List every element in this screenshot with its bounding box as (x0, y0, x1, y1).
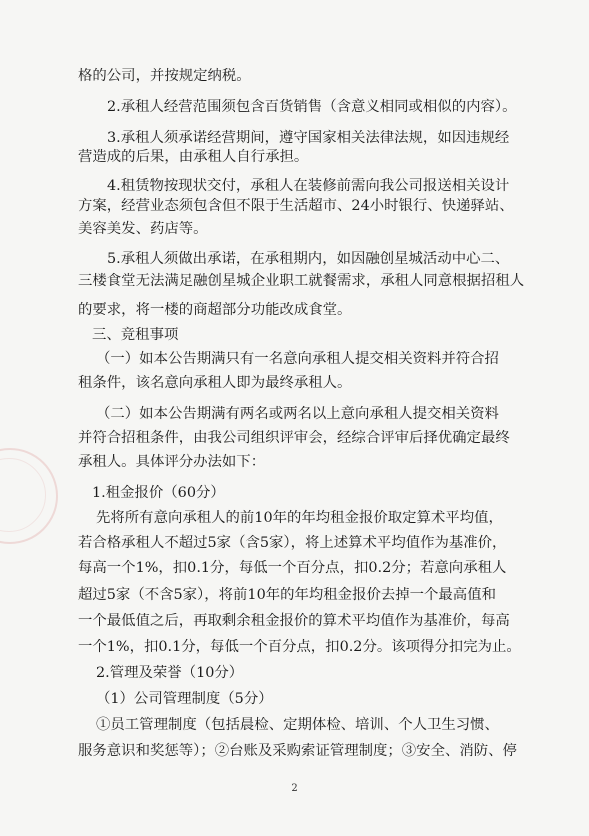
subheading: 2.管理及荣誉（10分） (96, 665, 244, 681)
text-line: 一个1%，扣0.1分，每低一个百分点，扣0.2分。该项得分扣完为止。 (78, 639, 521, 655)
text-line: 营造成的后果，由承租人自行承担。 (78, 149, 309, 165)
text-line: 并符合招租条件，由我公司组织评审会，经综合评审后择优确定最终 (78, 430, 510, 446)
text-line: 2.承租人经营范围须包含百货销售（含意义相同或相似的内容）。 (107, 99, 517, 115)
text-line: 服务意识和奖惩等）；②台账及采购索证管理制度；③安全、消防、停 (78, 743, 517, 759)
text-line: 方案，经营业态须包含但不限于生活超市、24小时银行、快递驿站、 (78, 198, 514, 214)
subheading: （1）公司管理制度（5分） (96, 691, 273, 707)
text-line: （二）如本公告期满有两名或两名以上意向承租人提交相关资料 (96, 406, 499, 422)
text-line: 一个最低值之后，再取剩余租金报价的算术平均值作为基准价，每高 (78, 613, 510, 629)
text-line: 三楼食堂无法满足融创星城企业职工就餐需求，承租人同意根据招租人 (78, 273, 525, 289)
text-line: 超过5家（不含5家），将前10年的年均租金报价去掉一个最高值和 (78, 587, 496, 603)
faint-seal-stamp (0, 448, 58, 544)
section-heading: 三、竞租事项 (92, 327, 179, 343)
text-line: 先将所有意向承租人的前10年的年均租金报价取定算术平均值， (96, 510, 503, 526)
text-line: 每高一个1%，扣0.1分，每低一个百分点，扣0.2分；若意向承租人 (78, 560, 507, 576)
page-number: 2 (291, 783, 298, 794)
text-line: （一）如本公告期满只有一名意向承租人提交相关资料并符合招 (96, 351, 499, 367)
text-line: 4.租赁物按现状交付，承租人在装修前需向我公司报送相关设计 (107, 178, 510, 194)
text-line: 租条件，该名意向承租人即为最终承租人。 (78, 375, 352, 391)
text-line: 的要求，将一楼的商超部分功能改成食堂。 (78, 302, 352, 318)
text-line: ①员工管理制度（包括晨检、定期体检、培训、个人卫生习惯、 (96, 717, 499, 733)
text-line: 美容美发、药店等。 (78, 221, 208, 237)
text-line: 5.承租人须做出承诺，在承租期内，如因融创星城活动中心二、 (107, 251, 510, 267)
text-line: 3.承租人须承诺经营期间，遵守国家相关法律法规，如因违规经 (107, 130, 510, 146)
text-line: 格的公司，并按规定纳税。 (78, 68, 251, 84)
text-line: 若合格承租人不超过5家（含5家），将上述算术平均值作为基准价， (78, 535, 507, 551)
text-line: 承租人。具体评分办法如下： (78, 454, 266, 470)
subheading: 1.租金报价（60分） (92, 485, 225, 501)
